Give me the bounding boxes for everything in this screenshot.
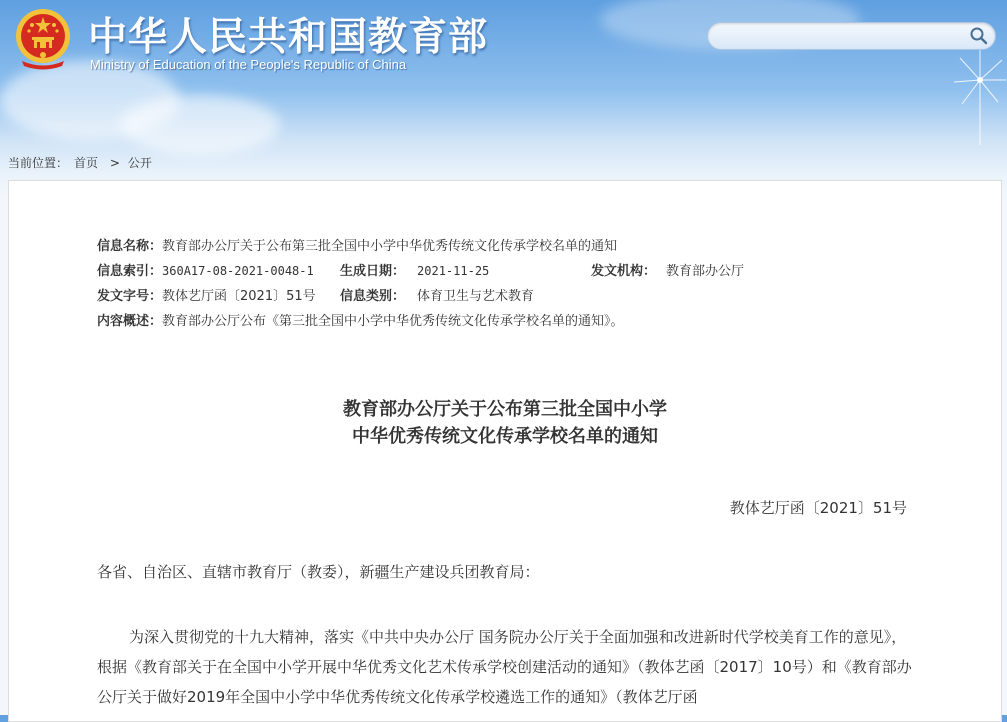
- meta-index-label: 信息索引：: [97, 264, 163, 279]
- meta-row-name: [97, 235, 617, 254]
- site-header: [0, 0, 1007, 150]
- breadcrumb-home-link[interactable]: 首页: [74, 156, 99, 170]
- cloud-decoration: [120, 95, 280, 155]
- meta-index-value: 360A17-08-2021-0048-1: [162, 264, 314, 278]
- meta-name-label: 信息名称：: [97, 239, 163, 254]
- document-number: 教体艺厅函〔2021〕51号: [729, 499, 907, 517]
- meta-org-label: 发文机构：: [591, 264, 657, 279]
- breadcrumb-public-link[interactable]: 公开: [127, 156, 152, 170]
- content-panel: [8, 180, 1002, 722]
- breadcrumb-separator: >: [109, 156, 120, 170]
- meta-row-date: [340, 260, 489, 279]
- meta-name-value: 教育部办公厅关于公布第三批全国中小学中华优秀传统文化传承学校名单的通知: [162, 239, 618, 254]
- meta-row-docno: [97, 285, 316, 304]
- breadcrumb-prefix: 当前位置：: [8, 156, 69, 170]
- document-title: [9, 396, 1001, 450]
- meta-row-index: [97, 260, 314, 279]
- meta-summary-value: 教育部办公厅公布《第三批全国中小学中华优秀传统文化传承学校名单的通知》。: [162, 314, 624, 329]
- meta-org-value: 教育部办公厅: [666, 264, 745, 279]
- meta-row-category: [340, 285, 534, 304]
- dandelion-icon: [930, 40, 1007, 150]
- meta-summary-label: 内容概述：: [97, 314, 163, 329]
- meta-date-value: 2021-11-25: [417, 264, 490, 278]
- site-title[interactable]: 中华人民共和国教育部: [88, 15, 489, 60]
- site-subtitle: Ministry of Education of the People's Republic of China: [90, 57, 407, 72]
- document-body: [97, 622, 912, 712]
- document-title-line2: 中华优秀传统文化传承学校名单的通知: [352, 426, 658, 447]
- meta-date-label: 生成日期：: [340, 264, 406, 279]
- meta-row-summary: [97, 310, 624, 329]
- meta-docno-label: 发文字号：: [97, 289, 163, 304]
- meta-category-label: 信息类别：: [340, 289, 406, 304]
- meta-row-org: [591, 260, 744, 279]
- national-emblem-icon[interactable]: [12, 6, 74, 72]
- breadcrumb: [8, 154, 152, 171]
- document-paragraph: 为深入贯彻党的十九大精神，落实《中共中央办公厅 国务院办公厅关于全面加强和改进新时代学校美育工作的意见》，根据《教育部关于在全国中小学开展中华优秀文化艺术传承学校创建活动的通知》（教体艺函〔2017〕10号）和《教育部办公厅关于做好2019年全国中小学中华优秀传统文化传承学校遴选工作的通知》（教体艺厅函: [97, 628, 912, 706]
- document-title-line1: 教育部办公厅关于公布第三批全国中小学: [343, 399, 667, 420]
- meta-category-value: 体育卫生与艺术教育: [417, 289, 535, 304]
- document-salutation: 各省、自治区、直辖市教育厅（教委），新疆生产建设兵团教育局：: [97, 563, 540, 581]
- meta-docno-value: 教体艺厅函〔2021〕51号: [162, 289, 316, 304]
